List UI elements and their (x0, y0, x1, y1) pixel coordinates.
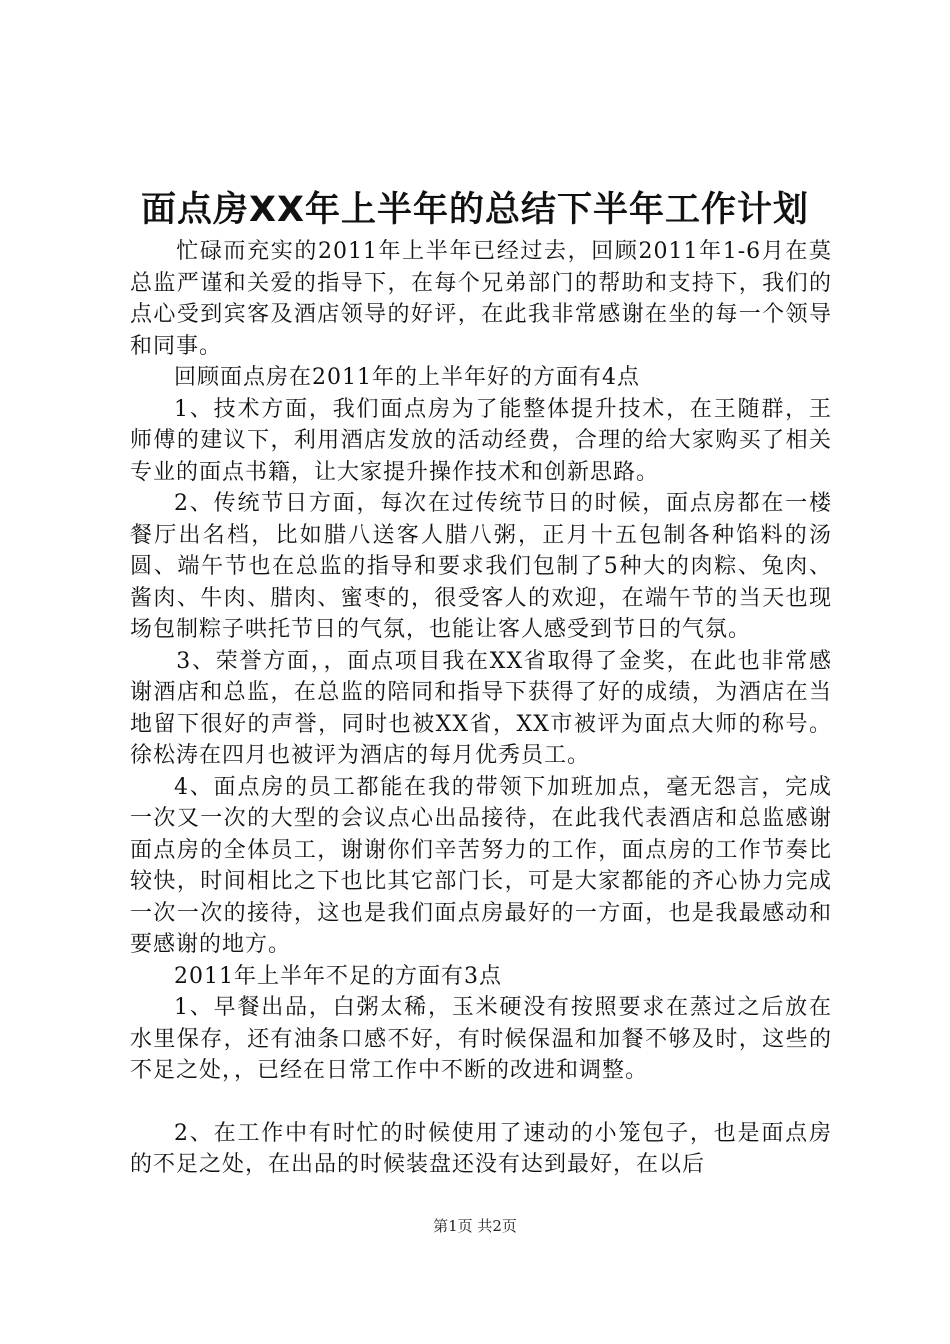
document-body (130, 236, 832, 1181)
paragraph-good-2: 2、传统节日方面，每次在过传统节日的时候，面点房都在一楼餐厅出名档，比如腊八送客人腊八粥，正月十五包制各种馅料的汤圆、端午节也在总监的指导和要求我们包制了5种大的肉粽、兔肉、酱肉、牛肉、腊肉、蜜枣的，很受客人的欢迎，在端午节的当天也现场包制粽子哄托节日的气氛，也能让客人感受到节日的气氛。 (130, 491, 832, 642)
document-title: 面点房XX年上半年的总结下半年工作计划 (141, 190, 809, 230)
paragraph-bad-2: 2、在工作中有时忙的时候使用了速动的小笼包子，也是面点房的不足之处，在出品的时候装盘还没有达到最好，在以后 (130, 1120, 832, 1177)
paragraph-good-heading: 回顾面点房在2011年的上半年好的方面有4点 (174, 365, 640, 390)
paragraph-intro: 忙碌而充实的2011年上半年已经过去，回顾2011年1-6月在莫总监严谨和关爱的指导下，在每个兄弟部门的帮助和支持下，我们的点心受到宾客及酒店领导的好评，在此我非常感谢在坐的每一个领导和同事。 (130, 239, 832, 359)
paragraph-spacer (130, 1087, 832, 1118)
paragraph-bad-heading: 2011年上半年不足的方面有3点 (174, 963, 502, 989)
paragraph-bad-1: 1、早餐出品，白粥太稀，玉米硬没有按照要求在蒸过之后放在水里保存，还有油条口感不好，有时候保温和加餐不够及时，这些的不足之处，，已经在日常工作中不断的改进和调整。 (130, 995, 832, 1083)
paragraph-good-4: 4、面点房的员工都能在我的带领下加班加点，毫无怨言，完成一次又一次的大型的会议点心出品接待，在此我代表酒店和总监感谢面点房的全体员工，谢谢你们辛苦努力的工作，面点房的工作节奏比较快，时间相比之下也比其它部门长，可是大家都能的齐心协力完成一次一次的接待，这也是我们面点房最好的一方面，也是我最感动和要感谢的地方。 (130, 774, 832, 957)
page-footer: 第1页 共2页 (433, 1217, 517, 1235)
paragraph-good-1: 1、技术方面，我们面点房为了能整体提升技术，在王随群，王师傅的建议下，利用酒店发放的活动经费，合理的给大家购买了相关专业的面点书籍，让大家提升操作技术和创新思路。 (130, 396, 832, 485)
paragraph-good-3: 3、荣誉方面，，面点项目我在XX省取得了金奖，在此也非常感谢酒店和总监，在总监的陪同和指导下获得了好的成绩，为酒店在当地留下很好的声誉，同时也被XX省，XX市被评为面点大师的称号。徐松涛在四月也被评为酒店的每月优秀员工。 (130, 648, 832, 768)
